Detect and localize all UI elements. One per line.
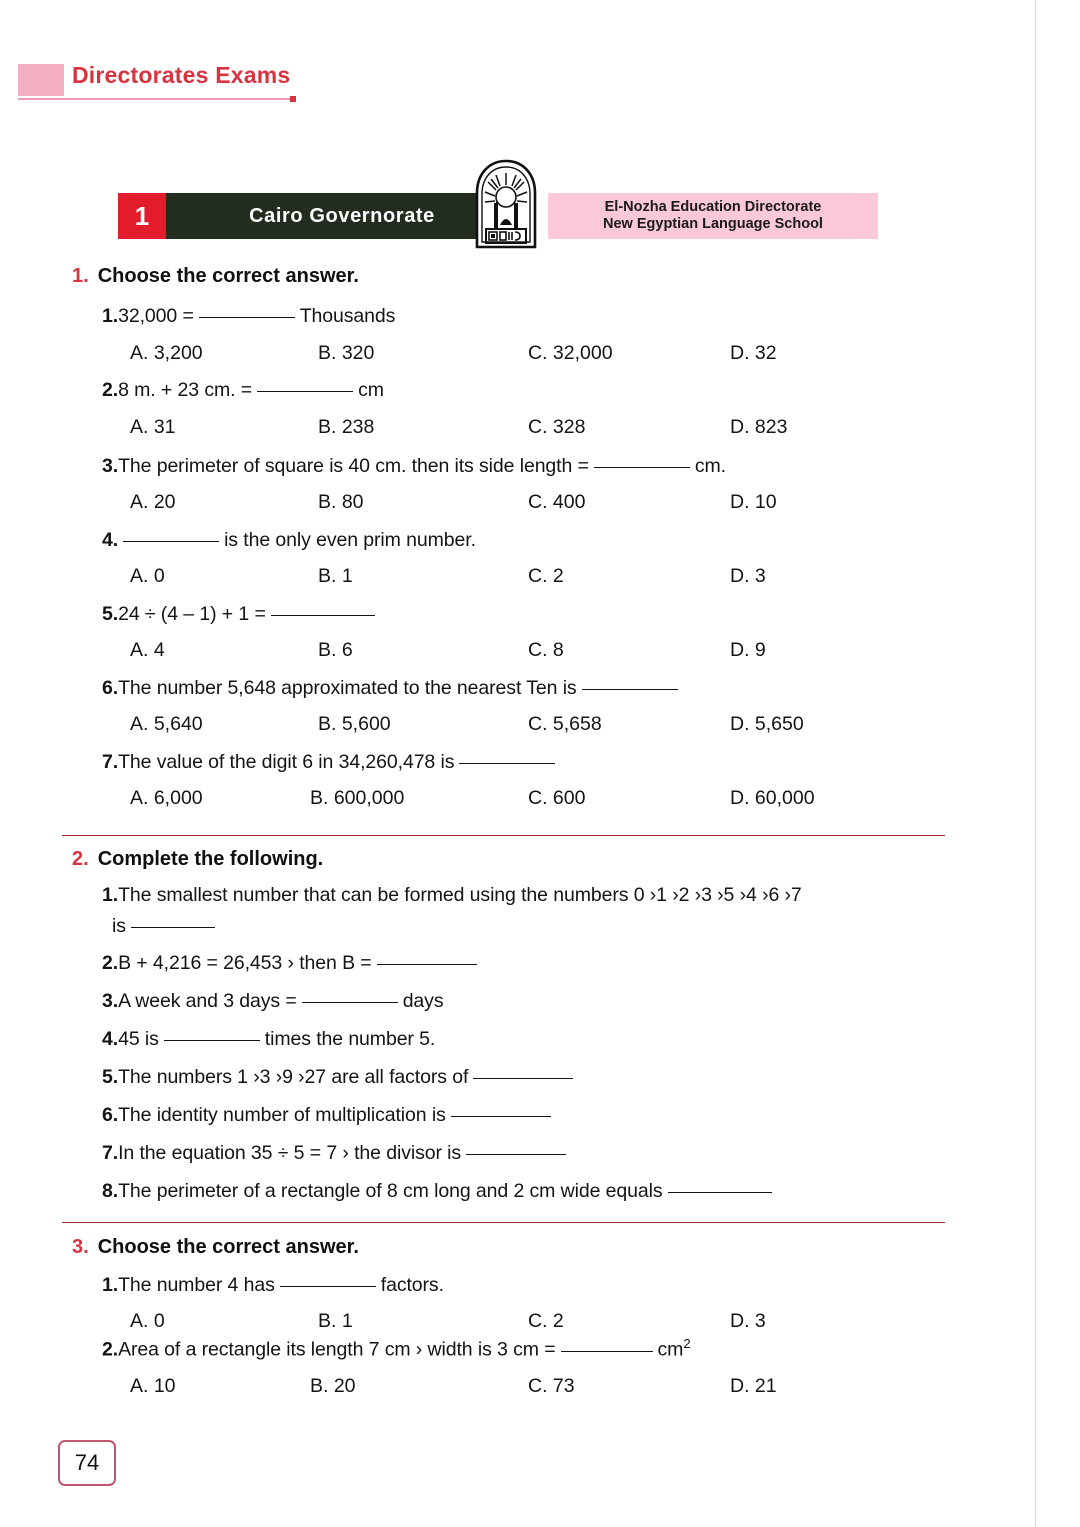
question-text-after: cm. <box>694 455 726 477</box>
question-number: 4. <box>102 529 119 551</box>
question-number: 7. <box>102 751 119 773</box>
question-line <box>102 990 443 1013</box>
option-c[interactable]: C. 2 <box>528 1310 564 1332</box>
question-text-after: cm <box>657 1338 684 1361</box>
question-text-before: The value of the digit 6 in 34,260,478 is <box>118 751 455 773</box>
question-number: 6. <box>102 1104 119 1126</box>
option-d[interactable]: D. 3 <box>730 565 766 587</box>
option-c[interactable]: C. 328 <box>528 416 586 438</box>
option-b[interactable]: B. 6 <box>318 639 353 661</box>
option-c[interactable]: C. 5,658 <box>528 713 602 735</box>
section-divider <box>62 1222 945 1223</box>
answer-blank[interactable] <box>451 1116 551 1117</box>
answer-blank[interactable] <box>668 1192 772 1193</box>
section-title: Complete the following. <box>97 848 324 870</box>
directorate-block <box>548 193 878 239</box>
question-line <box>102 1336 691 1362</box>
option-b[interactable]: B. 1 <box>318 1310 353 1332</box>
option-b[interactable]: B. 1 <box>318 565 353 587</box>
governorate-label: Cairo Governorate <box>166 193 518 239</box>
section-number: 2. <box>72 848 89 870</box>
cairo-governorate-emblem-icon <box>470 159 542 251</box>
question-number: 3. <box>102 455 119 477</box>
running-head-rule <box>18 98 290 100</box>
option-c[interactable]: C. 400 <box>528 491 586 513</box>
section-number: 3. <box>72 1236 89 1258</box>
question-line <box>102 1180 777 1203</box>
question-number: 7. <box>102 1142 119 1164</box>
option-b[interactable]: B. 320 <box>318 342 375 364</box>
answer-blank[interactable] <box>257 391 353 392</box>
option-a[interactable]: A. 20 <box>130 491 176 513</box>
question-number: 1. <box>102 305 119 327</box>
question-text-before: 45 is <box>118 1028 159 1050</box>
option-b[interactable]: B. 238 <box>318 416 375 438</box>
option-d[interactable]: D. 10 <box>730 491 777 513</box>
question-text-before: A week and 3 days = <box>118 990 297 1012</box>
question-line <box>102 751 560 774</box>
option-d[interactable]: D. 3 <box>730 1310 766 1332</box>
option-a[interactable]: A. 5,640 <box>130 713 203 735</box>
page-binding-line <box>1035 0 1036 1527</box>
option-d[interactable]: D. 60,000 <box>730 787 815 809</box>
running-head-swatch <box>18 64 64 96</box>
question-number: 1. <box>102 1274 119 1296</box>
question-text-before: 24 ÷ (4 – 1) + 1 = <box>118 603 266 625</box>
page-number: 74 <box>58 1440 116 1486</box>
answer-blank[interactable] <box>164 1040 260 1041</box>
unit-superscript: 2 <box>683 1336 691 1351</box>
option-b[interactable]: B. 5,600 <box>318 713 391 735</box>
question-number: 2. <box>102 379 119 401</box>
question-text-wrap: is <box>112 915 126 937</box>
running-head-label: Directorates Exams <box>72 62 291 88</box>
question-text-before: The number 5,648 approximated to the nearest Ten is <box>118 677 577 699</box>
question-number: 8. <box>102 1180 119 1202</box>
question-text-before: In the equation 35 ÷ 5 = 7 › the divisor is <box>118 1142 462 1164</box>
question-number: 5. <box>102 1066 119 1088</box>
question-line <box>102 305 395 328</box>
question-line <box>102 1066 578 1089</box>
option-c[interactable]: C. 600 <box>528 787 586 809</box>
answer-blank[interactable] <box>377 964 477 965</box>
running-head-end-marker <box>290 96 296 102</box>
question-line <box>102 1142 571 1165</box>
option-d[interactable]: D. 5,650 <box>730 713 804 735</box>
question-text-after: is the only even prim number. <box>224 529 476 551</box>
question-line <box>102 1104 556 1127</box>
question-text-after: times the number 5. <box>264 1028 436 1050</box>
question-text-after: cm <box>358 379 384 401</box>
answer-blank[interactable] <box>466 1154 566 1155</box>
option-d[interactable]: D. 823 <box>730 416 788 438</box>
section-heading-2 <box>72 848 323 871</box>
option-b[interactable]: B. 80 <box>318 491 364 513</box>
running-head <box>18 62 308 108</box>
question-line <box>102 379 384 402</box>
answer-blank[interactable] <box>123 541 219 542</box>
answer-blank[interactable] <box>473 1078 573 1079</box>
answer-blank[interactable] <box>594 467 690 468</box>
option-a[interactable]: A. 0 <box>130 1310 165 1332</box>
question-text-after: days <box>402 990 444 1012</box>
exam-header-banner <box>118 193 878 239</box>
question-text-before: The perimeter of square is 40 cm. then its side length = <box>118 455 589 477</box>
question-text-before: The smallest number that can be formed using the numbers 0 ›1 ›2 ›3 ›5 ›4 ›6 ›7 <box>118 884 802 906</box>
section-heading-3 <box>72 1236 359 1259</box>
option-b[interactable]: B. 20 <box>310 1375 356 1397</box>
option-c[interactable]: C. 73 <box>528 1375 575 1397</box>
option-a[interactable]: A. 10 <box>130 1375 176 1397</box>
answer-blank[interactable] <box>459 763 555 764</box>
question-number: 2. <box>102 952 119 974</box>
option-a[interactable]: A. 6,000 <box>130 787 203 809</box>
directorate-line-2: New Egyptian Language School <box>603 216 823 232</box>
question-line <box>102 455 726 478</box>
option-d[interactable]: D. 9 <box>730 639 766 661</box>
section-heading-1 <box>72 265 359 288</box>
question-text-after: factors. <box>380 1274 444 1296</box>
answer-blank[interactable] <box>561 1351 653 1352</box>
answer-blank[interactable] <box>280 1286 376 1287</box>
option-a[interactable]: A. 3,200 <box>130 342 203 364</box>
section-title: Choose the correct answer. <box>97 1236 359 1258</box>
option-a[interactable]: A. 4 <box>130 639 165 661</box>
question-number: 3. <box>102 990 119 1012</box>
question-number: 5. <box>102 603 119 625</box>
question-line <box>102 677 683 700</box>
question-number: 1. <box>102 884 119 906</box>
option-b[interactable]: B. 600,000 <box>310 787 405 809</box>
option-c[interactable]: C. 32,000 <box>528 342 613 364</box>
question-line <box>102 1028 435 1051</box>
question-text-before: The number 4 has <box>118 1274 275 1296</box>
answer-blank[interactable] <box>199 317 295 318</box>
question-line <box>102 884 802 907</box>
section-number: 1. <box>72 265 89 287</box>
question-line <box>102 952 482 975</box>
option-c[interactable]: C. 2 <box>528 565 564 587</box>
answer-blank[interactable] <box>582 689 678 690</box>
question-number: 2. <box>102 1338 119 1361</box>
answer-blank[interactable] <box>302 1002 398 1003</box>
answer-blank[interactable] <box>131 927 215 928</box>
question-text-before: 32,000 = <box>118 305 194 327</box>
question-text-before: The perimeter of a rectangle of 8 cm long and 2 cm wide equals <box>118 1180 663 1202</box>
question-line <box>102 1274 444 1297</box>
question-text-before: The identity number of multiplication is <box>118 1104 446 1126</box>
section-title: Choose the correct answer. <box>97 265 359 287</box>
option-c[interactable]: C. 8 <box>528 639 564 661</box>
question-number: 6. <box>102 677 119 699</box>
exam-number-box: 1 <box>118 193 166 239</box>
answer-blank[interactable] <box>271 615 375 616</box>
option-a[interactable]: A. 0 <box>130 565 165 587</box>
option-d[interactable]: D. 32 <box>730 342 777 364</box>
option-a[interactable]: A. 31 <box>130 416 176 438</box>
directorate-line-1: El-Nozha Education Directorate <box>604 198 822 215</box>
question-text-before: The numbers 1 ›3 ›9 ›27 are all factors of <box>118 1066 469 1088</box>
question-text-before: 8 m. + 23 cm. = <box>118 379 253 401</box>
question-text-before: Area of a rectangle its length 7 cm › width is 3 cm = <box>118 1338 556 1361</box>
question-line <box>102 603 380 626</box>
question-line <box>102 529 476 552</box>
question-text-after: Thousands <box>299 305 396 327</box>
question-text-before: B + 4,216 = 26,453 › then B = <box>118 952 372 974</box>
question-line-continuation <box>112 915 220 938</box>
option-d[interactable]: D. 21 <box>730 1375 777 1397</box>
section-divider <box>62 835 945 836</box>
question-number: 4. <box>102 1028 119 1050</box>
